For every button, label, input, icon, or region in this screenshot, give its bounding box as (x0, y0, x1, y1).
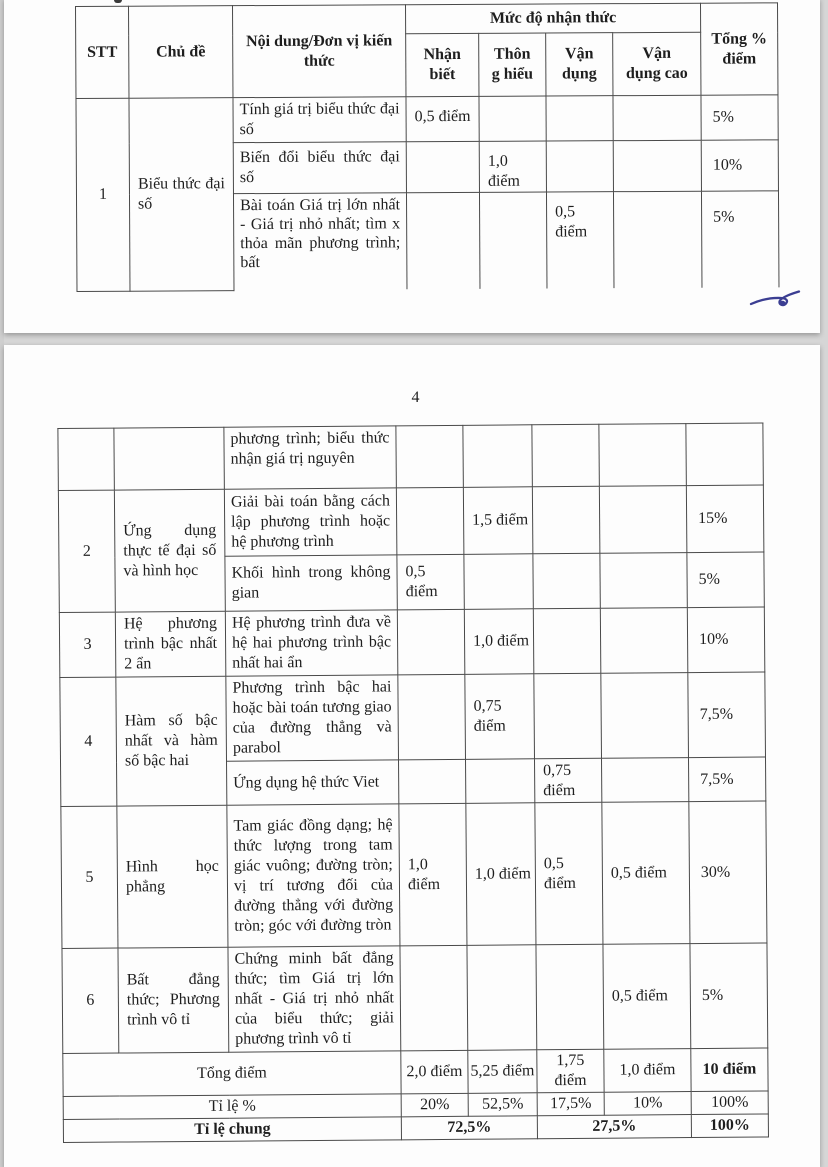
empty-cell (613, 191, 702, 288)
empty-cell (406, 192, 480, 289)
empty-cell (601, 758, 688, 803)
empty-cell (58, 428, 114, 490)
empty-cell (601, 673, 689, 759)
score-cell: 0,5 điểm (397, 554, 464, 610)
total-percent-cell: 7,5% (688, 672, 766, 758)
page-1 (4, 0, 820, 333)
score-cell: 0,5 điểm (603, 944, 691, 1050)
stt-cell: 5 (61, 806, 118, 948)
handwritten-pen-squiggle (748, 285, 802, 312)
score-cell: 0,75 điểm (534, 758, 601, 803)
footer-common-ratio-group1: 72,5% (401, 1116, 537, 1140)
empty-cell (479, 96, 546, 141)
footer-total-th: 5,25 điểm (468, 1050, 537, 1094)
stt-cell: 6 (62, 948, 119, 1053)
footer-common-ratio-label: Tỉ lệ chung (63, 1117, 401, 1143)
empty-cell (479, 192, 547, 289)
empty-cell (398, 674, 466, 760)
total-percent-cell: 10% (687, 607, 765, 673)
stt-cell: 2 (58, 490, 115, 612)
col-header-high-application: Vận dụng cao (613, 32, 701, 95)
empty-cell (114, 427, 224, 490)
footer-total-points-label: Tổng điểm (63, 1051, 401, 1097)
content-cell: Tính giá trị biểu thức đại số (233, 97, 406, 143)
footer-total-overall: 10 điểm (691, 1048, 768, 1092)
score-cell: 0,5 điểm (546, 192, 614, 289)
empty-cell (599, 486, 687, 554)
stt-cell: 4 (60, 677, 117, 806)
content-cell: Chứng minh bất đẳng thức; tìm Giá trị lớn nhất - Giá trị nhỏ nhất của biểu thức; giải phương trình vô tỉ (228, 946, 401, 1052)
col-header-recognition: Nhận biết (406, 33, 479, 96)
content-cell: Khối hình trong không gian (225, 555, 397, 611)
col-header-stt: STT (76, 6, 129, 98)
page-number: 4 (411, 389, 420, 406)
empty-cell (465, 759, 534, 804)
spec-matrix-table-page1 (75, 2, 780, 291)
footer-common-ratio-overall: 100% (691, 1114, 768, 1138)
empty-cell (396, 487, 464, 555)
score-cell: 1,0 điểm (464, 609, 534, 675)
col-header-comprehension: Thông hiểu (479, 33, 546, 96)
empty-cell (599, 424, 686, 487)
content-cell: Ứng dụng hệ thức Viet (227, 760, 399, 805)
score-cell: 1,0 điểm (479, 141, 546, 192)
col-header-content: Nội dung/Đơn vị kiến thức (233, 5, 406, 98)
empty-cell (686, 423, 763, 486)
scan-artifact (114, 0, 122, 3)
spec-matrix-table-page2 (57, 422, 769, 1143)
footer-ratio-label: Tỉ lệ % (63, 1094, 401, 1120)
footer-total-vdc: 1,0 điểm (604, 1049, 691, 1093)
footer-common-ratio-group2: 27,5% (537, 1115, 691, 1139)
empty-cell (397, 609, 465, 675)
empty-cell (536, 944, 604, 1050)
col-header-cognition-levels: Mức độ nhận thức (405, 3, 700, 34)
footer-ratio-nb: 20% (401, 1093, 468, 1117)
empty-cell (406, 141, 479, 192)
empty-cell (399, 759, 466, 804)
empty-cell (532, 424, 599, 487)
score-cell: 0,5 điểm (535, 802, 603, 945)
total-percent-cell: 5% (690, 943, 768, 1049)
score-cell: 1,5 điểm (463, 487, 533, 555)
score-cell: 1,0 điểm (466, 803, 536, 946)
total-percent-cell: 5% (701, 191, 779, 288)
empty-cell (463, 425, 532, 488)
empty-cell (464, 554, 533, 610)
topic-cell: Hình học phẳng (117, 805, 228, 948)
topic-cell: Biểu thức đại số (129, 98, 234, 291)
footer-ratio-vd: 17,5% (537, 1092, 604, 1116)
stt-cell: 1 (76, 98, 130, 291)
footer-total-nb: 2,0 điểm (401, 1050, 468, 1094)
total-percent-cell: 7,5% (688, 757, 765, 802)
footer-ratio-overall: 100% (691, 1091, 768, 1115)
score-cell: 0,5 điểm (602, 802, 690, 945)
content-cell: phương trình; biểu thức nhận giá trị nguyên (224, 426, 396, 489)
total-percent-cell: 5% (687, 552, 764, 608)
empty-cell (613, 95, 701, 140)
content-cell: Phương trình bậc hai hoặc bài toán tương giao của đường thẳng và parabol (226, 675, 399, 761)
score-cell: 1,0 điểm (399, 803, 467, 946)
footer-total-vd: 1,75 điểm (537, 1049, 604, 1093)
empty-cell (613, 140, 701, 191)
empty-cell (546, 96, 613, 141)
empty-cell (532, 486, 600, 554)
total-percent-cell: 10% (701, 140, 778, 191)
empty-cell (396, 425, 463, 488)
total-percent-cell: 15% (686, 485, 764, 553)
empty-cell (533, 608, 601, 674)
topic-cell: Ứng dụng thực tế đại số và hình học (114, 489, 225, 612)
total-percent-cell: 30% (689, 801, 767, 944)
content-cell: Hệ phương trình đưa về hệ hai phương trình bậc nhất hai ẩn (225, 610, 398, 676)
col-header-total-percent: Tổng % điểm (701, 3, 778, 95)
empty-cell (600, 553, 687, 609)
footer-ratio-vdc: 10% (604, 1092, 691, 1116)
score-cell: 0,5 điểm (406, 96, 479, 141)
content-cell: Tam giác đồng dạng; hệ thức lượng trong tam giác vuông; đường tròn; vị trí tương đối của đường thẳng với đường tròn; góc với đường tròn (227, 804, 400, 947)
col-header-topic: Chủ đề (129, 6, 233, 99)
empty-cell (467, 945, 537, 1051)
page-2 (4, 345, 820, 1167)
content-cell: Biến đổi biểu thức đại số (233, 142, 406, 194)
empty-cell (400, 945, 468, 1051)
empty-cell (534, 673, 602, 759)
content-cell: Giải bài toán bằng cách lập phương trình hoặc hệ phương trình (224, 488, 397, 556)
content-cell: Bài toán Giá trị lớn nhất - Giá trị nhỏ nhất; tìm x thỏa mãn phương trình; bất (233, 193, 407, 290)
topic-cell: Hàm số bậc nhất và hàm số bậc hai (116, 676, 227, 806)
score-cell: 0,75 điểm (465, 674, 535, 760)
empty-cell (600, 608, 688, 674)
empty-cell (546, 141, 613, 192)
footer-ratio-th: 52,5% (468, 1093, 537, 1117)
topic-cell: Hệ phương trình bậc nhất 2 ẩn (115, 611, 226, 677)
stt-cell: 3 (59, 612, 116, 677)
total-percent-cell: 5% (701, 95, 778, 140)
topic-cell: Bất đẳng thức; Phương trình vô tỉ (118, 947, 229, 1053)
empty-cell (533, 553, 600, 609)
col-header-application: Vận dụng (546, 33, 613, 96)
